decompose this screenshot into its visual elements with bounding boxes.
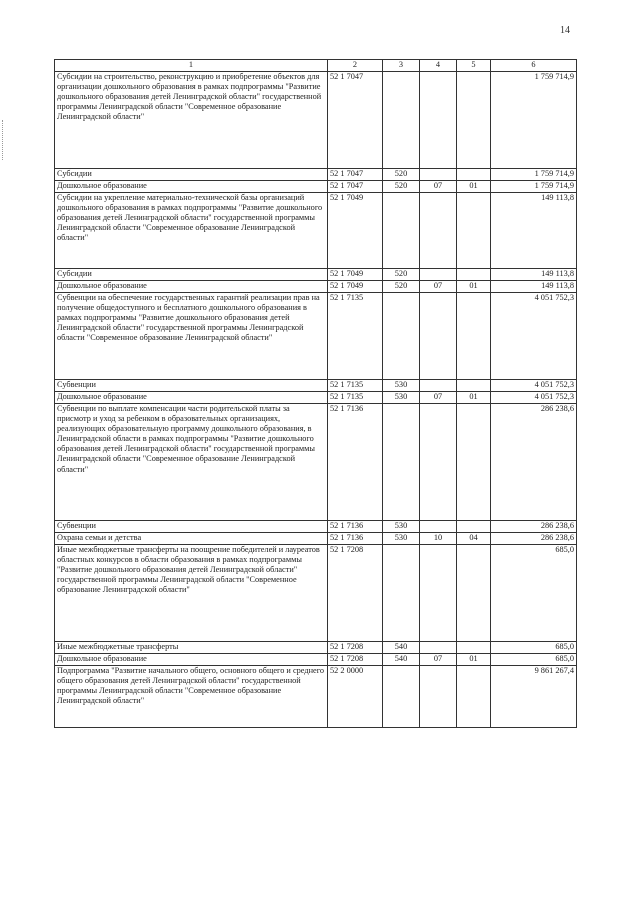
row-subsection (457, 169, 491, 181)
table-row (55, 545, 577, 642)
row-description: Субсидии на укрепление материально-технической базы организаций дошкольного образования в рамках подпрограммы "Развитие дошкольного образования детей Ленинградской области" государственной программы Ленинградской области "Современное образование Ленинградской области" (55, 193, 328, 269)
row-description: Субвенции (55, 380, 328, 392)
row-target-code: 52 1 7136 (328, 404, 383, 521)
row-target-code: 52 1 7135 (328, 380, 383, 392)
row-expense-type: 530 (383, 380, 420, 392)
row-description: Дошкольное образование (55, 392, 328, 404)
row-amount: 9 861 267,4 (491, 666, 577, 728)
row-target-code: 52 2 0000 (328, 666, 383, 728)
row-subsection (457, 269, 491, 281)
row-description: Подпрограмма "Развитие начального общего, основного общего и среднего общего образования детей Ленинградской области" государственной программы Ленинградской области "Современное образование Ленинградской области" (55, 666, 328, 728)
row-section (420, 404, 457, 521)
column-number-header-row (55, 60, 577, 72)
row-amount: 1 759 714,9 (491, 169, 577, 181)
row-target-code: 52 1 7208 (328, 642, 383, 654)
table-row (55, 666, 577, 728)
row-subsection: 01 (457, 181, 491, 193)
row-target-code: 52 1 7047 (328, 181, 383, 193)
row-section (420, 72, 457, 169)
scan-margin-marks (2, 120, 6, 160)
row-amount: 685,0 (491, 654, 577, 666)
table-row (55, 380, 577, 392)
table-row (55, 181, 577, 193)
row-description: Субсидии (55, 269, 328, 281)
row-section (420, 269, 457, 281)
row-target-code: 52 1 7047 (328, 169, 383, 181)
table-row (55, 521, 577, 533)
row-amount: 286 238,6 (491, 533, 577, 545)
row-section (420, 545, 457, 642)
row-target-code: 52 1 7135 (328, 392, 383, 404)
row-expense-type: 520 (383, 181, 420, 193)
row-subsection (457, 666, 491, 728)
row-section (420, 293, 457, 380)
row-section: 07 (420, 654, 457, 666)
row-expense-type: 520 (383, 281, 420, 293)
table-row (55, 392, 577, 404)
row-description: Субвенции по выплате компенсации части родительской платы за присмотр и уход за ребенком в образовательных организациях, реализующих образовательную программу дошкольного образования, в Ленинградской области в рамках подпрограммы "Развитие дошкольного образования детей Ленинградской области" государственной программы Ленинградской области "Современное образование Ленинградской области" (55, 404, 328, 521)
row-expense-type: 530 (383, 392, 420, 404)
budget-table-body (55, 72, 577, 728)
row-subsection (457, 642, 491, 654)
row-subsection (457, 193, 491, 269)
row-amount: 4 051 752,3 (491, 293, 577, 380)
row-section: 07 (420, 281, 457, 293)
row-expense-type (383, 545, 420, 642)
row-description: Субсидии (55, 169, 328, 181)
row-subsection: 04 (457, 533, 491, 545)
table-row (55, 281, 577, 293)
column-header: 2 (328, 60, 383, 72)
row-description: Субвенции (55, 521, 328, 533)
row-subsection: 01 (457, 392, 491, 404)
row-section: 07 (420, 392, 457, 404)
row-expense-type (383, 72, 420, 169)
row-target-code: 52 1 7136 (328, 521, 383, 533)
row-target-code: 52 1 7049 (328, 193, 383, 269)
row-amount: 149 113,8 (491, 193, 577, 269)
row-subsection: 01 (457, 654, 491, 666)
row-target-code: 52 1 7135 (328, 293, 383, 380)
row-subsection (457, 72, 491, 169)
row-amount: 4 051 752,3 (491, 392, 577, 404)
table-row (55, 72, 577, 169)
row-expense-type: 540 (383, 654, 420, 666)
table-row (55, 533, 577, 545)
row-expense-type: 530 (383, 533, 420, 545)
row-expense-type: 530 (383, 521, 420, 533)
row-section (420, 642, 457, 654)
row-section (420, 666, 457, 728)
row-expense-type: 520 (383, 269, 420, 281)
row-section (420, 193, 457, 269)
row-subsection (457, 293, 491, 380)
table-row (55, 293, 577, 380)
row-expense-type: 520 (383, 169, 420, 181)
row-description: Дошкольное образование (55, 181, 328, 193)
row-section: 10 (420, 533, 457, 545)
table-row (55, 169, 577, 181)
row-section (420, 521, 457, 533)
column-header: 3 (383, 60, 420, 72)
row-target-code: 52 1 7208 (328, 654, 383, 666)
row-amount: 286 238,6 (491, 521, 577, 533)
row-section: 07 (420, 181, 457, 193)
row-subsection (457, 545, 491, 642)
budget-table (54, 59, 577, 728)
row-target-code: 52 1 7136 (328, 533, 383, 545)
row-description: Субвенции на обеспечение государственных гарантий реализации прав на получение общедоступного и бесплатного дошкольного образования в рамках подпрограммы "Развитие дошкольного образования детей Ленинградской области" государственной программы Ленинградской области "Современное образование Ленинградской области" (55, 293, 328, 380)
row-subsection (457, 404, 491, 521)
row-amount: 149 113,8 (491, 281, 577, 293)
row-target-code: 52 1 7208 (328, 545, 383, 642)
table-row (55, 269, 577, 281)
row-subsection: 01 (457, 281, 491, 293)
row-amount: 4 051 752,3 (491, 380, 577, 392)
row-description: Иные межбюджетные трансферты (55, 642, 328, 654)
row-target-code: 52 1 7049 (328, 269, 383, 281)
row-section (420, 169, 457, 181)
row-target-code: 52 1 7049 (328, 281, 383, 293)
row-target-code: 52 1 7047 (328, 72, 383, 169)
table-row (55, 193, 577, 269)
row-expense-type (383, 666, 420, 728)
row-description: Субсидии на строительство, реконструкцию и приобретение объектов для организации дошкольного образования в рамках подпрограммы "Развитие дошкольного образования детей Ленинградской области" государственной программы Ленинградской области "Современное образование Ленинградской области" (55, 72, 328, 169)
row-amount: 286 238,6 (491, 404, 577, 521)
row-description: Дошкольное образование (55, 654, 328, 666)
row-expense-type: 540 (383, 642, 420, 654)
table-row (55, 404, 577, 521)
column-header: 4 (420, 60, 457, 72)
column-header: 5 (457, 60, 491, 72)
table-row (55, 642, 577, 654)
row-amount: 149 113,8 (491, 269, 577, 281)
row-amount: 685,0 (491, 642, 577, 654)
row-description: Дошкольное образование (55, 281, 328, 293)
row-amount: 685,0 (491, 545, 577, 642)
row-expense-type (383, 193, 420, 269)
row-subsection (457, 380, 491, 392)
row-amount: 1 759 714,9 (491, 181, 577, 193)
row-subsection (457, 521, 491, 533)
column-header: 1 (55, 60, 328, 72)
row-expense-type (383, 404, 420, 521)
row-description: Охрана семьи и детства (55, 533, 328, 545)
row-amount: 1 759 714,9 (491, 72, 577, 169)
row-expense-type (383, 293, 420, 380)
row-description: Иные межбюджетные трансферты на поощрение победителей и лауреатов областных конкурсов в области образования в рамках подпрограммы "Развитие дошкольного образования детей Ленинградской области" государственной программы Ленинградской области "Современное образование Ленинградской области" (55, 545, 328, 642)
column-header: 6 (491, 60, 577, 72)
table-row (55, 654, 577, 666)
row-section (420, 380, 457, 392)
page-number: 14 (560, 25, 570, 36)
